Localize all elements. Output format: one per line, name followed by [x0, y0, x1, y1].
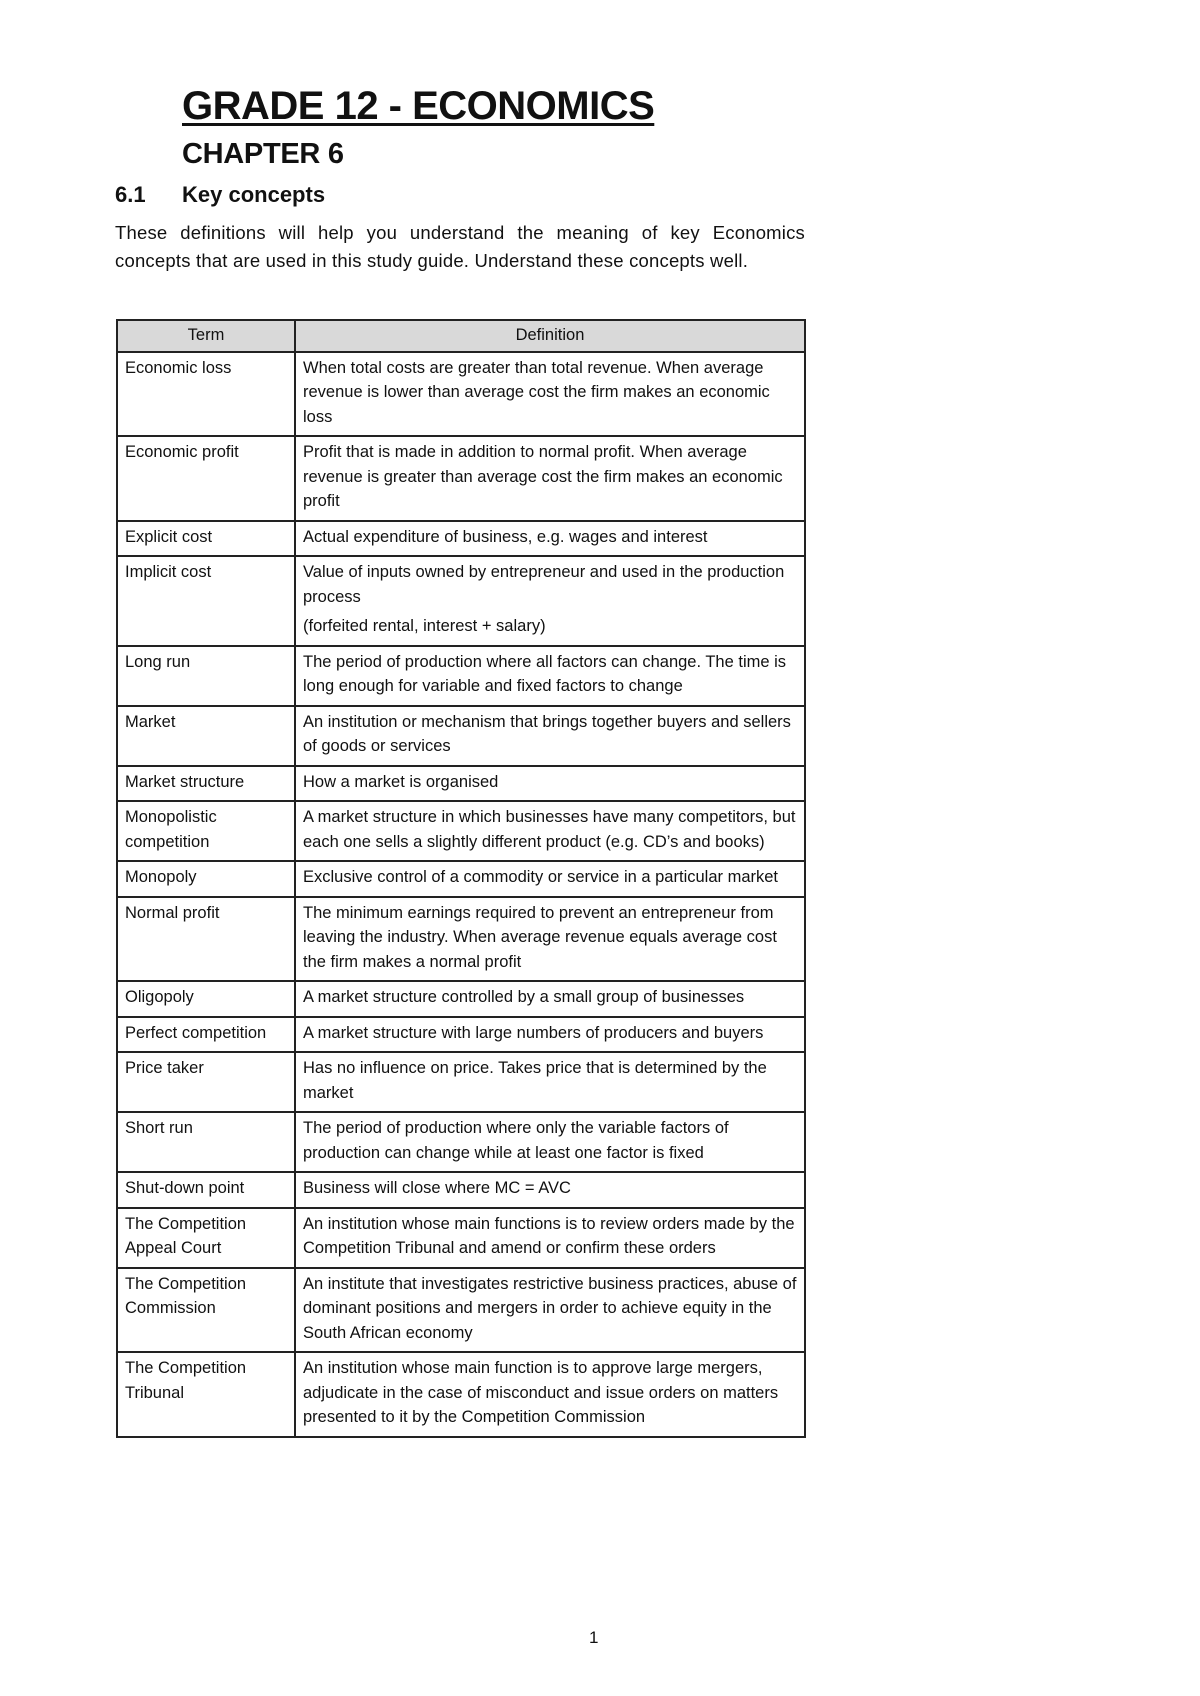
definition-cell: Profit that is made in addition to normal profit. When average revenue is greater than average cost the firm makes an economic profit [295, 436, 805, 521]
definition-cell [295, 556, 805, 646]
table-row [117, 1112, 805, 1172]
table-row [117, 861, 805, 897]
header-definition: Definition [295, 320, 805, 352]
definition-cell: Actual expenditure of business, e.g. wages and interest [295, 521, 805, 557]
definition-cell: An institute that investigates restrictive business practices, abuse of dominant positions and mergers in order to achieve equity in the South African economy [295, 1268, 805, 1353]
table-row [117, 766, 805, 802]
section-title: Key concepts [182, 182, 326, 207]
term-cell: Price taker [117, 1052, 295, 1112]
term-cell: Market [117, 706, 295, 766]
table-row [117, 436, 805, 521]
section-heading [115, 182, 325, 208]
term-cell: Economic profit [117, 436, 295, 521]
table-row [117, 1017, 805, 1053]
table-row [117, 521, 805, 557]
term-cell: Monopoly [117, 861, 295, 897]
section-number: 6.1 [115, 182, 146, 207]
definition-cell: An institution whose main functions is to review orders made by the Competition Tribunal and amend or confirm these orders [295, 1208, 805, 1268]
term-cell: Economic loss [117, 352, 295, 437]
definition-cell: Business will close where MC = AVC [295, 1172, 805, 1208]
term-cell: The Competition Tribunal [117, 1352, 295, 1437]
definition-text: Value of inputs owned by entrepreneur and used in the production process [303, 563, 785, 606]
term-cell: Perfect competition [117, 1017, 295, 1053]
definition-cell: How a market is organised [295, 766, 805, 802]
definition-cell: A market structure with large numbers of producers and buyers [295, 1017, 805, 1053]
page-number: 1 [589, 1628, 599, 1647]
definition-note: (forfeited rental, interest + salary) [303, 617, 546, 635]
definition-cell: An institution or mechanism that brings together buyers and sellers of goods or services [295, 706, 805, 766]
term-cell: Implicit cost [117, 556, 295, 646]
table-row [117, 556, 805, 646]
intro-paragraph: These definitions will help you understand the meaning of key Economics concepts that are used in this study guide. Understand these concepts well. [115, 222, 805, 271]
term-cell: Monopolistic competition [117, 801, 295, 861]
chapter-title: CHAPTER 6 [182, 138, 344, 170]
definition-cell: When total costs are greater than total revenue. When average revenue is lower than average cost the firm makes an economic loss [295, 352, 805, 437]
table-header-row [117, 320, 805, 352]
term-cell: Shut-down point [117, 1172, 295, 1208]
page-title: GRADE 12 - ECONOMICS [182, 84, 655, 128]
definition-cell: Exclusive control of a commodity or service in a particular market [295, 861, 805, 897]
term-cell: Long run [117, 646, 295, 706]
table-row [117, 1268, 805, 1353]
table-row [117, 801, 805, 861]
definition-cell: A market structure controlled by a small group of businesses [295, 981, 805, 1017]
term-cell: Oligopoly [117, 981, 295, 1017]
term-cell: Short run [117, 1112, 295, 1172]
definition-cell: Has no influence on price. Takes price that is determined by the market [295, 1052, 805, 1112]
term-cell: Market structure [117, 766, 295, 802]
header-term: Term [117, 320, 295, 352]
table-row [117, 1052, 805, 1112]
table-row [117, 1208, 805, 1268]
definition-cell: An institution whose main function is to approve large mergers, adjudicate in the case of misconduct and issue orders on matters presented to it by the Competition Commission [295, 1352, 805, 1437]
term-cell: Normal profit [117, 897, 295, 982]
term-cell: The Competition Commission [117, 1268, 295, 1353]
definition-cell: The period of production where only the variable factors of production can change while at least one factor is fixed [295, 1112, 805, 1172]
table-row [117, 1352, 805, 1437]
definition-cell: The minimum earnings required to prevent an entrepreneur from leaving the industry. When average revenue equals average cost the firm makes a normal profit [295, 897, 805, 982]
table-row [117, 897, 805, 982]
term-cell: Explicit cost [117, 521, 295, 557]
definition-cell: A market structure in which businesses have many competitors, but each one sells a slightly different product (e.g. CD’s and books) [295, 801, 805, 861]
table-row [117, 646, 805, 706]
definition-cell: The period of production where all factors can change. The time is long enough for variable and fixed factors to change [295, 646, 805, 706]
table-row [117, 981, 805, 1017]
table-row [117, 352, 805, 437]
key-concepts-table [116, 319, 806, 1438]
table-row [117, 706, 805, 766]
table-row [117, 1172, 805, 1208]
term-cell: The Competition Appeal Court [117, 1208, 295, 1268]
